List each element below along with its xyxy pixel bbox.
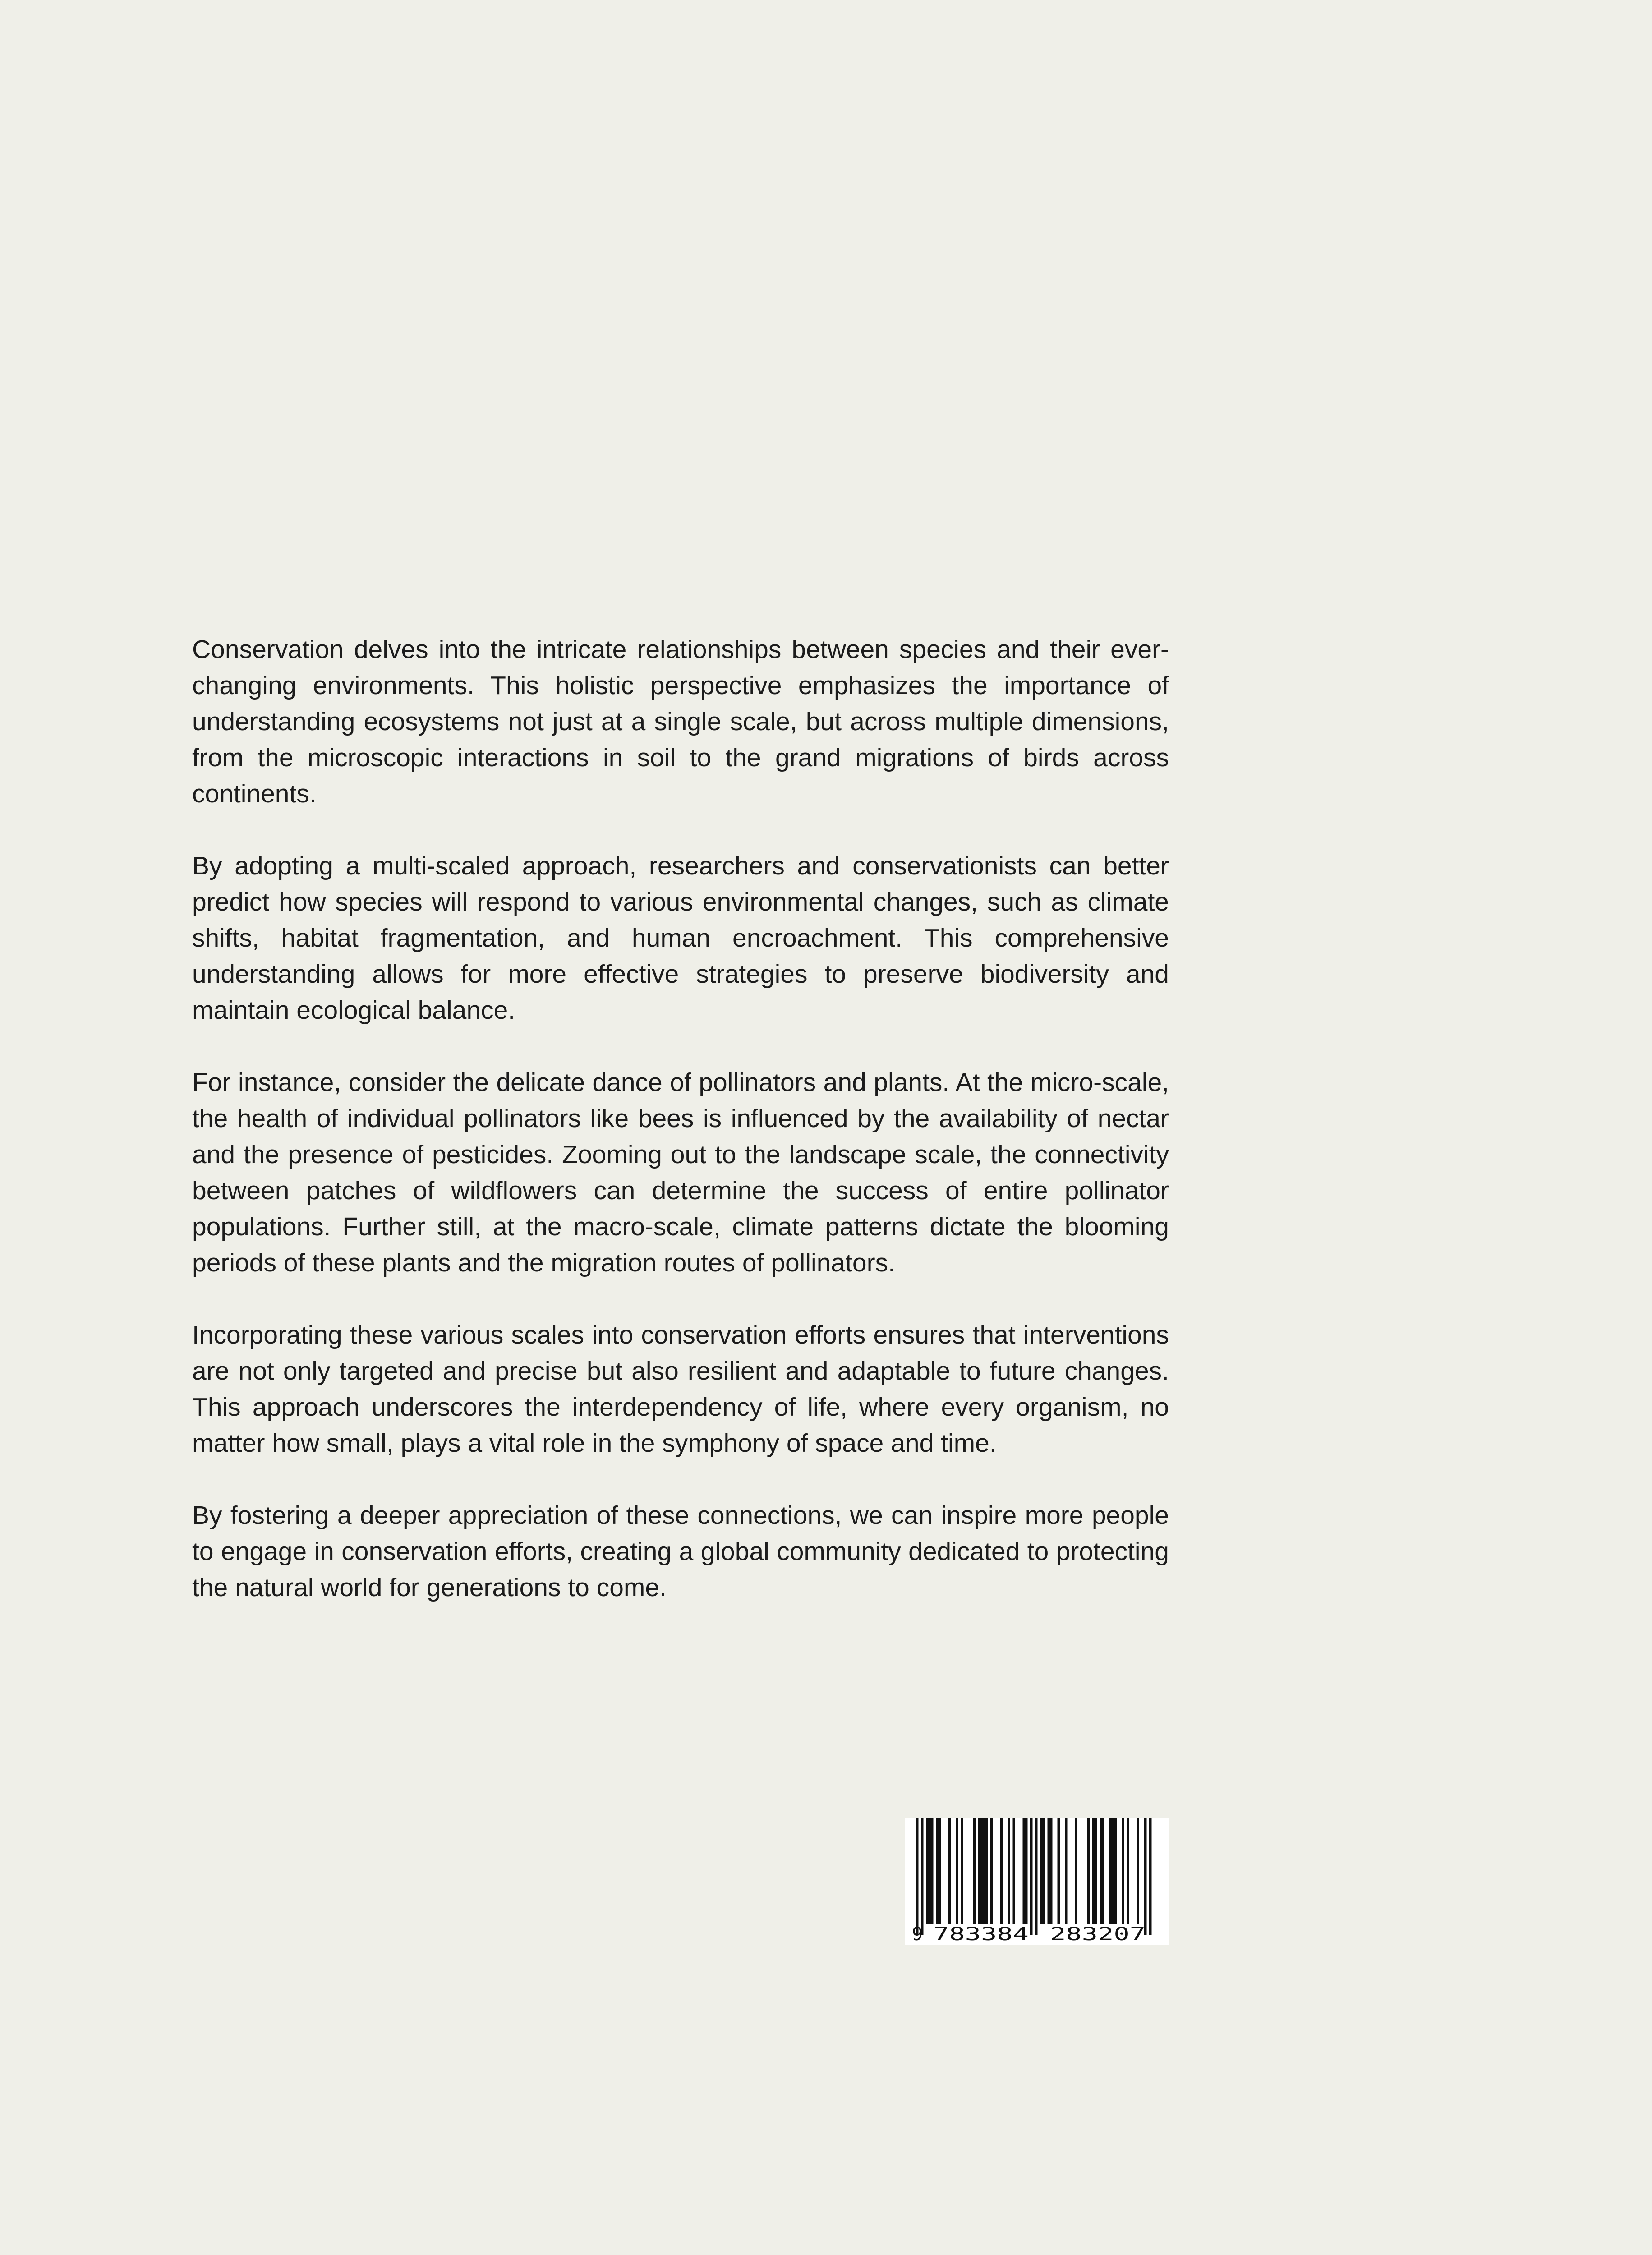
barcode-right-digits: 283207 bbox=[1050, 1924, 1146, 1945]
barcode-bar bbox=[973, 1818, 976, 1924]
barcode-bar bbox=[931, 1818, 934, 1924]
barcode-left-digits: 783384 bbox=[933, 1924, 1029, 1945]
barcode-bar bbox=[1122, 1818, 1125, 1924]
barcode-bar bbox=[1137, 1818, 1140, 1924]
barcode-bar bbox=[1114, 1818, 1117, 1924]
barcode-bar bbox=[1127, 1818, 1130, 1924]
barcode-bar bbox=[1065, 1818, 1068, 1924]
barcode-bar bbox=[1087, 1818, 1090, 1924]
barcode-bar bbox=[929, 1818, 931, 1924]
back-cover-text bbox=[192, 631, 1169, 1606]
isbn-barcode bbox=[905, 1818, 1169, 1945]
barcode-bar bbox=[1000, 1818, 1003, 1924]
barcode-guard-bar bbox=[1030, 1818, 1033, 1935]
paragraph-4: Incorporating these various scales into conservation efforts ensures that interventions are not only targeted and precise but also resilient and adaptable to future changes. This approach underscores the interdependency of life, where every organism, no matter how small, plays a vital role in the symphony of space and time. bbox=[192, 1321, 1169, 1458]
barcode-bar bbox=[1023, 1818, 1026, 1924]
barcode-guard-bar bbox=[1144, 1818, 1147, 1935]
barcode-bar bbox=[1100, 1818, 1102, 1924]
barcode-bar bbox=[1095, 1818, 1097, 1924]
barcode-bar bbox=[1043, 1818, 1045, 1924]
barcode-bar bbox=[983, 1818, 986, 1924]
barcode-bar bbox=[978, 1818, 981, 1924]
barcode-bar bbox=[1013, 1818, 1016, 1924]
barcode-bar bbox=[1048, 1818, 1050, 1924]
barcode-bar bbox=[1040, 1818, 1043, 1924]
barcode-bar bbox=[926, 1818, 929, 1924]
barcode-guard-bar bbox=[921, 1818, 924, 1935]
barcode-bar bbox=[936, 1818, 939, 1924]
barcode-bar bbox=[956, 1818, 958, 1924]
barcode-bar bbox=[1092, 1818, 1095, 1924]
barcode-bar bbox=[948, 1818, 951, 1924]
barcode-bar bbox=[985, 1818, 988, 1924]
barcode-bars bbox=[916, 1818, 1152, 1935]
barcode-bar bbox=[961, 1818, 963, 1924]
barcode-bar bbox=[1102, 1818, 1105, 1924]
barcode-bar bbox=[1025, 1818, 1028, 1924]
barcode-bar bbox=[1058, 1818, 1060, 1924]
barcode-guard-bar bbox=[1149, 1818, 1152, 1935]
barcode-bar bbox=[980, 1818, 983, 1924]
barcode-bar bbox=[1109, 1818, 1112, 1924]
barcode-lead-digit: 9 bbox=[912, 1924, 923, 1945]
barcode-graphic bbox=[905, 1818, 1169, 1945]
paragraph-1: Conservation delves into the intricate relationships between species and their ever-changing environments. This holistic perspective emphasizes the importance of understanding ecosystems not just at a single scale, but across multiple dimensions, from the microscopic interactions in soil to the grand migrations of birds across continents. bbox=[192, 635, 1169, 808]
barcode-bar bbox=[1008, 1818, 1011, 1924]
paragraph-5: By fostering a deeper appreciation of these connections, we can inspire more people to engage in conservation efforts, creating a global community dedicated to protecting the natural world for generations to come. bbox=[192, 1501, 1169, 1602]
barcode-guard-bar bbox=[1035, 1818, 1038, 1935]
paragraph-2: By adopting a multi-scaled approach, researchers and conservationists can better predict how species will respond to various environmental changes, such as climate shifts, habitat fragmentation, and human encroachment. This comprehensive understanding allows for more effective strategies to preserve biodiversity and maintain ecological balance. bbox=[192, 851, 1169, 1025]
barcode-bar bbox=[939, 1818, 941, 1924]
paragraph-3: For instance, consider the delicate dance of pollinators and plants. At the micro-scale, the health of individual pollinators like bees is influenced by the availability of nectar and the presence of pesticides. Zooming out to the landscape scale, the connectivity between patches of wildflowers can determine the success of entire pollinator populations. Further still, at the macro-scale, climate patterns dictate the blooming periods of these plants and the migration routes of pollinators. bbox=[192, 1068, 1169, 1277]
barcode-bar bbox=[1050, 1818, 1053, 1924]
barcode-bar bbox=[1112, 1818, 1115, 1924]
barcode-bar bbox=[990, 1818, 993, 1924]
barcode-bar bbox=[1075, 1818, 1077, 1924]
barcode-guard-bar bbox=[916, 1818, 919, 1935]
